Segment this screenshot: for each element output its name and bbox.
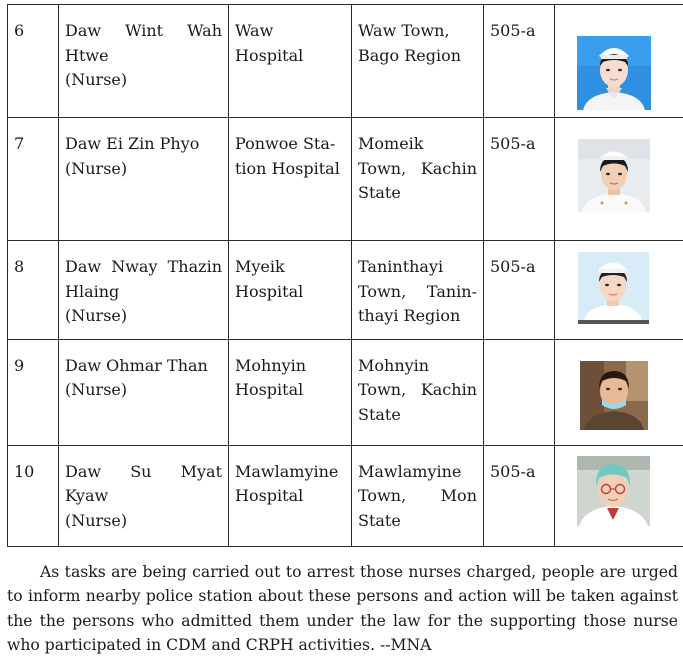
location-cell bbox=[352, 339, 484, 445]
section-cell bbox=[484, 339, 555, 445]
location-line: Town, Kachin bbox=[358, 380, 477, 400]
name-line: Daw Su Myat Kyaw bbox=[65, 461, 222, 506]
row-number: 7 bbox=[8, 118, 59, 241]
row-number: 6 bbox=[8, 5, 59, 118]
hospital-line: Hospital bbox=[235, 380, 304, 400]
hospital-line: Myeik bbox=[235, 257, 285, 277]
location-line: Mawlamyine bbox=[358, 461, 462, 481]
location-line: Mohnyin bbox=[358, 355, 430, 375]
location-line: State bbox=[358, 510, 401, 530]
location-line: State bbox=[358, 183, 401, 203]
name-line: Daw Nway Thazin bbox=[65, 257, 222, 277]
location-line: Bago Region bbox=[358, 45, 462, 65]
section-cell: 505-a bbox=[484, 5, 555, 118]
location-cell bbox=[352, 241, 484, 339]
location-line: Taninthayi bbox=[358, 257, 444, 277]
hospital-line: Waw Hospital bbox=[235, 21, 304, 65]
location-line: Waw Town, bbox=[358, 21, 450, 40]
location-line: Town, Kachin bbox=[358, 158, 477, 178]
hospital-cell bbox=[229, 241, 352, 339]
closing-paragraph bbox=[7, 560, 678, 657]
hospital-line: Mohnyin bbox=[235, 355, 307, 375]
footnote-text: As tasks are being carried out to arrest those nurses charged, people are urged to inform nearby police station about these persons and action will be taken against the the persons who admitted them under the law for the supporting those nurse who participated in CDM and CRPH activities. --MNA bbox=[7, 563, 678, 654]
location-line: thayi Region bbox=[358, 306, 461, 326]
hospital-line: Hospital bbox=[235, 486, 304, 506]
location-line: Town, Tanin- bbox=[358, 281, 477, 301]
hospital-cell bbox=[229, 5, 352, 118]
section-cell: 505-a bbox=[484, 445, 555, 546]
role-label: (Nurse) bbox=[65, 158, 128, 178]
section-cell: 505-a bbox=[484, 118, 555, 241]
row-number: 8 bbox=[8, 241, 59, 339]
row-number: 10 bbox=[8, 445, 59, 546]
name-cell bbox=[59, 445, 229, 546]
role-label: (Nurse) bbox=[65, 380, 128, 400]
woman-portrait-photo bbox=[580, 361, 648, 430]
location-line: Momeik bbox=[358, 134, 424, 154]
location-line: State bbox=[358, 404, 401, 424]
row-number: 9 bbox=[8, 339, 59, 445]
hospital-line: Hospital bbox=[235, 281, 304, 301]
location-line: Town, Mon bbox=[358, 486, 477, 506]
name-line: Daw Ei Zin Phyo bbox=[65, 134, 200, 154]
name-line: Daw Ohmar Than bbox=[65, 355, 208, 375]
nurse-portrait-photo bbox=[578, 252, 649, 324]
hospital-cell bbox=[229, 118, 352, 241]
role-label: (Nurse) bbox=[65, 510, 128, 530]
hospital-cell bbox=[229, 339, 352, 445]
name-cell bbox=[59, 339, 229, 445]
nurse-portrait-photo bbox=[578, 139, 650, 212]
nurse-portrait-photo bbox=[577, 456, 650, 526]
name-line: Daw Wint Wah bbox=[65, 21, 222, 40]
name-cell bbox=[59, 5, 229, 118]
hospital-line: Ponwoe Sta- bbox=[235, 134, 336, 154]
section-cell: 505-a bbox=[484, 241, 555, 339]
hospital-line: Mawlamyine bbox=[235, 461, 339, 481]
name-line: Htwe bbox=[65, 45, 109, 65]
role-label: (Nurse) bbox=[65, 70, 128, 89]
hospital-cell bbox=[229, 445, 352, 546]
location-cell bbox=[352, 5, 484, 118]
hospital-line: tion Hospital bbox=[235, 158, 340, 178]
role-label: (Nurse) bbox=[65, 306, 128, 326]
nurse-portrait-photo bbox=[577, 36, 651, 110]
location-cell bbox=[352, 118, 484, 241]
name-cell bbox=[59, 118, 229, 241]
location-cell bbox=[352, 445, 484, 546]
name-line: Hlaing bbox=[65, 281, 120, 301]
name-cell bbox=[59, 241, 229, 339]
